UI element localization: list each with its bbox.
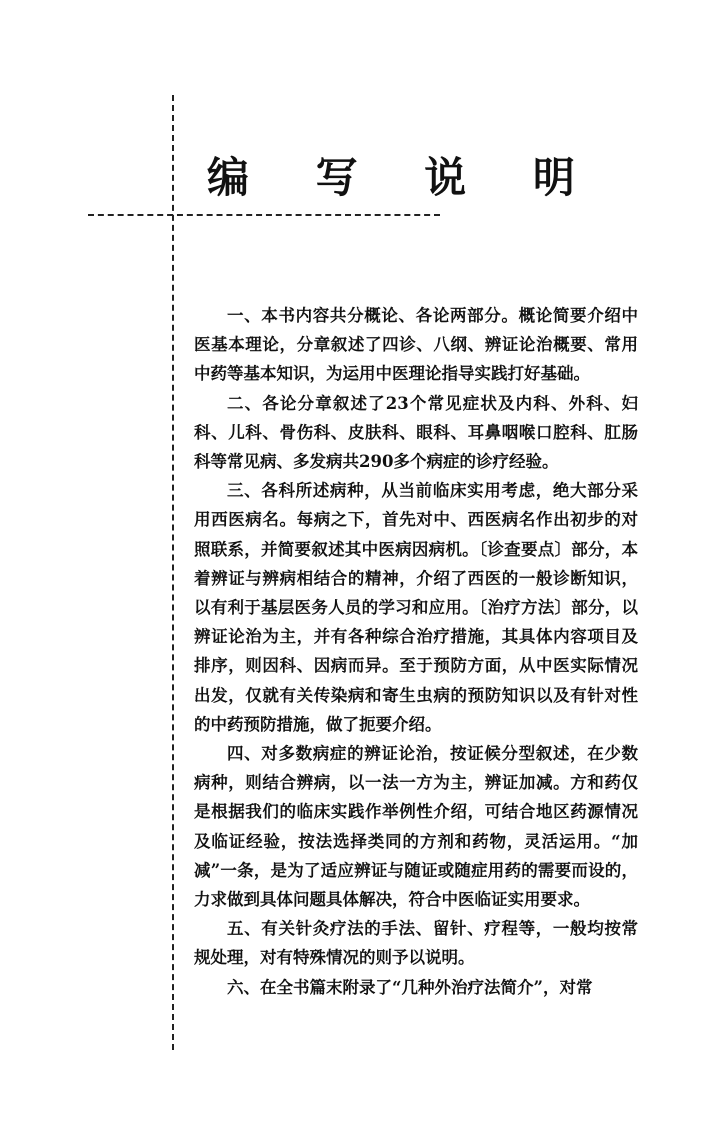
paragraph-2: 二、各论分章叙述了23个常见症状及内科、外科、妇科、儿科、骨伤科、皮肤科、眼科、耳鼻咽喉口腔科、肛肠科等常见病、多发病共290多个病症的诊疗经验。 <box>194 393 638 472</box>
body-text <box>194 301 638 1002</box>
page-title: 编 写 说 明 <box>207 153 601 202</box>
paragraph-4: 四、对多数病症的辨证论治，按证候分型叙述，在少数病种，则结合辨病，以一法一方为主，辨证加减。方和药仅是根据我们的临床实践作举例性介绍，可结合地区药源情况及临证经验，按法选择类同的方剂和药物，灵活运用。“加减”一条，是为了适应辨证与随证或随症用药的需要而设的，力求做到具体问题具体解决，符合中医临证实用要求。 <box>194 744 638 910</box>
paragraph-5: 五、有关针灸疗法的手法、留针、疗程等，一般均按常规处理，对有特殊情况的则予以说明。 <box>194 919 638 968</box>
horizontal-guide-line <box>88 214 440 216</box>
paragraph-6: 六、在全书篇末附录了“几种外治疗法简介”，对常 <box>227 977 593 997</box>
vertical-guide-line <box>172 95 174 1050</box>
paragraph-1: 一、本书内容共分概论、各论两部分。概论简要介绍中医基本理论，分章叙述了四诊、八纲、辨证论治概要、常用中药等基本知识，为运用中医理论指导实践打好基础。 <box>194 306 638 384</box>
paragraph-3: 三、各科所述病种，从当前临床实用考虑，绝大部分采用西医病名。每病之下，首先对中、西医病名作出初步的对照联系，并简要叙述其中医病因病机。〔诊查要点〕部分，本着辨证与辨病相结合的精神，介绍了西医的一般诊断知识，以有利于基层医务人员的学习和应用。〔治疗方法〕部分，以辨证论治为主，并有各种综合治疗措施，其具体内容项目及排序，则因科、因病而异。至于预防方面，从中医实际情况出发，仅就有关传染病和寄生虫病的预防知识以及有针对性的中药预防措施，做了扼要介绍。 <box>194 481 638 734</box>
